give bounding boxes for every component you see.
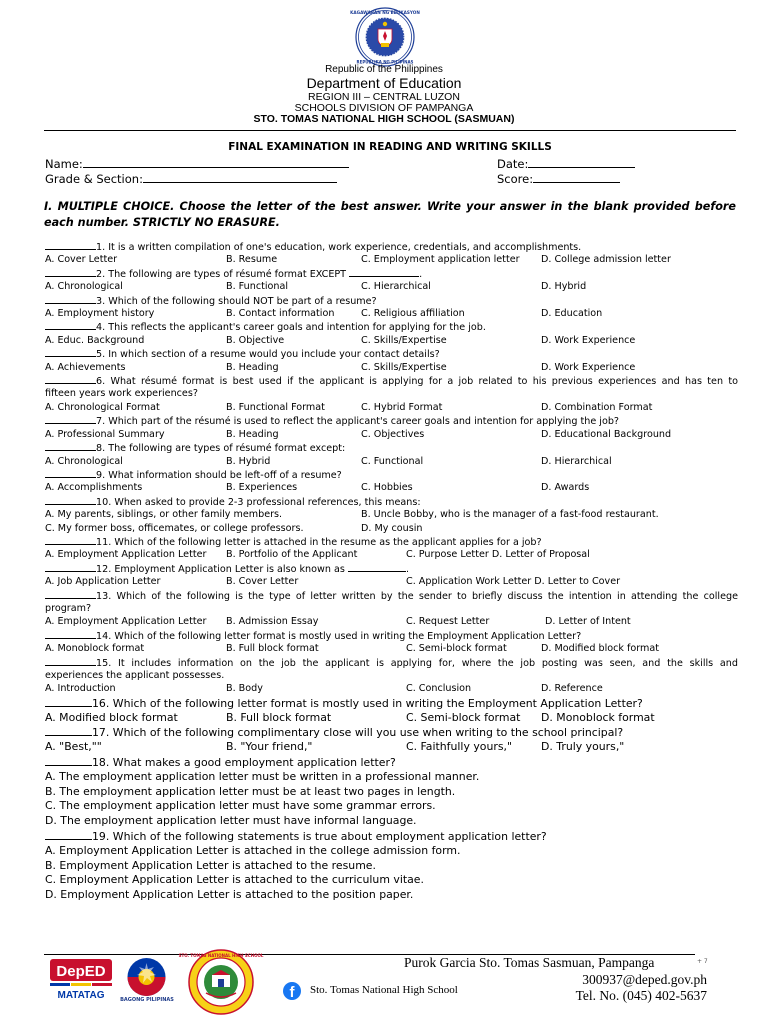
- choice[interactable]: A. Accomplishments: [45, 482, 143, 494]
- answer-blank[interactable]: [45, 829, 92, 840]
- choices-row: [45, 455, 738, 468]
- choice[interactable]: D. The employment application letter must have informal language.: [45, 814, 417, 828]
- choice[interactable]: B. Cover Letter: [226, 576, 299, 588]
- choice[interactable]: B. "Your friend,": [226, 740, 313, 754]
- answer-blank[interactable]: [45, 656, 96, 666]
- svg-text:KAGAWARAN NG EDUKASYON: KAGAWARAN NG EDUKASYON: [350, 9, 420, 15]
- choice[interactable]: A. Cover Letter: [45, 254, 118, 266]
- choice[interactable]: C. Employment application letter: [361, 254, 520, 266]
- choice[interactable]: C. Purpose Letter D. Letter of Proposal: [406, 549, 590, 561]
- answer-blank[interactable]: [45, 535, 96, 545]
- question-stem-continued: program?: [45, 602, 92, 614]
- choice[interactable]: B. Full block format: [226, 710, 332, 724]
- school-email[interactable]: 300937@deped.gov.ph: [582, 972, 707, 987]
- choice[interactable]: C. Application Work Letter D. Letter to Cover: [406, 576, 621, 588]
- choices-row: [45, 253, 738, 266]
- answer-blank[interactable]: [45, 240, 96, 250]
- choice[interactable]: A. Employment history: [45, 308, 155, 320]
- score-field[interactable]: [497, 171, 620, 186]
- choice[interactable]: A. Professional Summary: [45, 428, 165, 440]
- choice[interactable]: B. Functional Format: [226, 401, 325, 413]
- question-stem: 12. Employment Application Letter is also known as .: [45, 562, 738, 575]
- choice[interactable]: C. Request Letter: [406, 616, 490, 628]
- choice[interactable]: D. Educational Background: [541, 428, 672, 440]
- choices-row: [45, 682, 738, 695]
- choice[interactable]: C. Skills/Expertise: [361, 334, 447, 346]
- score-blank[interactable]: [533, 171, 620, 183]
- answer-blank[interactable]: [45, 589, 96, 599]
- school-telephone: Tel. No. (045) 402-5637: [575, 988, 707, 1003]
- choice[interactable]: B. Heading: [226, 428, 279, 440]
- date-label: Date:: [497, 157, 529, 171]
- choices-row: [45, 401, 738, 414]
- choice[interactable]: C. Religious affiliation: [361, 308, 465, 320]
- choice[interactable]: A. Chronological: [45, 455, 123, 467]
- question-stem: 10. When asked to provide 2-3 professional references, this means:: [45, 495, 738, 508]
- choice[interactable]: B. Heading: [226, 361, 279, 373]
- choice[interactable]: A. Chronological: [45, 281, 123, 293]
- page-marker: + 7: [697, 958, 708, 965]
- choice[interactable]: D. Hierarchical: [541, 455, 612, 467]
- facebook-page-link[interactable]: Sto. Tomas National High School: [310, 984, 458, 996]
- choice[interactable]: B. Resume: [226, 254, 278, 266]
- choices-row: [45, 280, 738, 293]
- answer-blank[interactable]: [45, 755, 92, 766]
- choices-row: [45, 428, 738, 441]
- grade-section-blank[interactable]: [143, 171, 337, 183]
- answer-blank[interactable]: [45, 696, 92, 707]
- choice[interactable]: B. Full block format: [226, 643, 319, 655]
- instructions: I. MULTIPLE CHOICE. Choose the letter of the best answer. Write your answer in the blank provided before each number. STRICTLY NO ERASURE.: [44, 200, 736, 229]
- svg-text:REPUBLIKA NG PILIPINAS: REPUBLIKA NG PILIPINAS: [356, 59, 414, 65]
- choices-row: [45, 575, 738, 588]
- question-stem: 7. Which part of the résumé is used to reflect the applicant's career goals and intention for applying the job?: [45, 414, 738, 427]
- choices-row: [45, 615, 738, 628]
- choices-row: [45, 334, 738, 347]
- answer-blank[interactable]: [45, 629, 96, 639]
- choice[interactable]: A. Job Application Letter: [45, 576, 161, 588]
- choice[interactable]: A. Introduction: [45, 683, 116, 695]
- grade-section-label: Grade & Section:: [45, 172, 143, 186]
- choices-row: [45, 642, 738, 655]
- choice[interactable]: D. Employment Application Letter is attached to the position paper.: [45, 888, 414, 902]
- choice[interactable]: A. Employment Application Letter: [45, 549, 207, 561]
- choice[interactable]: B. Portfolio of the Applicant: [226, 549, 358, 561]
- question-stem: 9. What information should be left-off of a resume?: [45, 468, 738, 481]
- fill-in-blank[interactable]: [349, 267, 419, 277]
- answer-blank[interactable]: [45, 441, 96, 451]
- question-stem: 6. What résumé format is best used if the applicant is applying for a job related to his previous experiences and has ten to: [45, 374, 738, 387]
- choices-row: [45, 548, 738, 561]
- choice[interactable]: D. Education: [541, 308, 603, 320]
- answer-blank[interactable]: [45, 468, 96, 478]
- question-stem-continued: fifteen years work experiences?: [45, 388, 198, 400]
- choice[interactable]: A. Monoblock format: [45, 643, 145, 655]
- choice[interactable]: A. "Best,"": [45, 740, 102, 754]
- choice[interactable]: C. The employment application letter must have some grammar errors.: [45, 799, 436, 813]
- question-stem: 4. This reflects the applicant's career goals and intention for applying for the job.: [45, 320, 738, 333]
- answer-blank[interactable]: [45, 267, 96, 277]
- question-stem: 13. Which of the following is the type of letter written by the sender to briefly discuss the intention in attending the college: [45, 589, 738, 602]
- question-stem: 18. What makes a good employment application letter?: [45, 755, 738, 770]
- choices-row: [45, 711, 738, 726]
- choice[interactable]: D. Truly yours,": [541, 740, 625, 754]
- choice[interactable]: B. Functional: [226, 281, 289, 293]
- choice[interactable]: D. Modified block format: [541, 643, 659, 655]
- choice[interactable]: A. Educ. Background: [45, 334, 145, 346]
- choice[interactable]: A. Modified block format: [45, 710, 178, 724]
- choice[interactable]: B. Experiences: [226, 482, 298, 494]
- name-field[interactable]: [45, 156, 349, 171]
- choice[interactable]: C. My former boss, officemates, or college professors.: [45, 522, 304, 534]
- choice[interactable]: C. Functional: [361, 455, 424, 467]
- choice[interactable]: D. Work Experience: [541, 334, 636, 346]
- choice[interactable]: C. Faithfully yours,": [406, 740, 512, 754]
- choice[interactable]: C. Conclusion: [406, 683, 472, 695]
- choice[interactable]: A. Employment Application Letter is attached in the college admission form.: [45, 843, 461, 857]
- choices-row: [45, 307, 738, 320]
- fill-in-blank[interactable]: [348, 562, 406, 572]
- choice[interactable]: B. Contact information: [226, 308, 335, 320]
- question-stem: 1. It is a written compilation of one's education, work experience, credentials, and accomplishments.: [45, 240, 738, 253]
- choice[interactable]: D. Reference: [541, 683, 603, 695]
- choice[interactable]: D. Hybrid: [541, 281, 587, 293]
- choice[interactable]: B. Employment Application Letter is attached to the resume.: [45, 858, 376, 872]
- choice[interactable]: A. The employment application letter must be written in a professional manner.: [45, 769, 480, 783]
- choice[interactable]: D. Awards: [541, 482, 590, 494]
- choice[interactable]: C. Objectives: [361, 428, 425, 440]
- choice[interactable]: C. Hobbies: [361, 482, 413, 494]
- header-divider: [44, 130, 736, 131]
- deped-matatag-logo-icon: [48, 957, 114, 1001]
- question-stem: 19. Which of the following statements is true about employment application letter?: [45, 829, 738, 844]
- answer-blank[interactable]: [45, 347, 96, 357]
- svg-text:MATATAG: MATATAG: [57, 990, 105, 1001]
- school-seal-icon: [178, 949, 264, 1015]
- choice[interactable]: B. The employment application letter must be at least two pages in length.: [45, 784, 456, 798]
- answer-blank[interactable]: [45, 294, 96, 304]
- choices-row: [45, 740, 738, 755]
- svg-text:STO. TOMAS NATIONAL HIGH SCHOO: STO. TOMAS NATIONAL HIGH SCHOOL: [178, 953, 264, 958]
- question-stem: 3. Which of the following should NOT be part of a resume?: [45, 294, 738, 307]
- facebook-icon[interactable]: f: [283, 982, 301, 1000]
- choices-row: [45, 508, 738, 521]
- choice[interactable]: A. Employment Application Letter: [45, 616, 207, 628]
- choice[interactable]: D. My cousin: [361, 522, 423, 534]
- question-list: [45, 240, 738, 903]
- choice[interactable]: C. Hybrid Format: [361, 401, 443, 413]
- choice[interactable]: B. Admission Essay: [226, 616, 319, 628]
- choice[interactable]: B. Objective: [226, 334, 285, 346]
- name-blank[interactable]: [83, 156, 349, 168]
- choice[interactable]: A. Chronological Format: [45, 401, 160, 413]
- question-stem-continued: experiences the applicant possesses.: [45, 670, 225, 681]
- school-address: Purok Garcia Sto. Tomas Sasmuan, Pampanga: [404, 955, 655, 970]
- choice[interactable]: A. Achievements: [45, 361, 126, 373]
- svg-text:DepED: DepED: [56, 963, 106, 980]
- exam-title: FINAL EXAMINATION IN READING AND WRITING SKILLS: [228, 141, 552, 153]
- question-stem: 16. Which of the following letter format is mostly used in writing the Employment Application Letter?: [45, 696, 738, 711]
- school-name: STO. TOMAS NATIONAL HIGH SCHOOL (SASMUAN): [253, 113, 515, 125]
- question-stem: 5. In which section of a resume would you include your contact details?: [45, 347, 738, 360]
- answer-blank[interactable]: [45, 320, 96, 330]
- division-line: SCHOOLS DIVISION OF PAMPANGA: [294, 102, 474, 114]
- region-line: REGION III – CENTRAL LUZON: [308, 91, 460, 103]
- choices-row: [45, 522, 738, 535]
- choice[interactable]: D. Monoblock format: [541, 710, 655, 724]
- choice[interactable]: A. My parents, siblings, or other family members.: [45, 509, 283, 521]
- answer-blank[interactable]: [45, 414, 96, 424]
- question-stem: 15. It includes information on the job the applicant is applying for, where the job posting was seen, and the skills and: [45, 656, 738, 669]
- choice[interactable]: C. Hierarchical: [361, 281, 431, 293]
- date-field[interactable]: [497, 156, 635, 171]
- choice[interactable]: C. Employment Application Letter is attached to the curriculum vitae.: [45, 873, 424, 887]
- score-label: Score:: [497, 172, 534, 186]
- grade-section-field[interactable]: [45, 171, 337, 186]
- department-name: Department of Education: [306, 75, 462, 91]
- deped-seal-icon: [350, 7, 420, 67]
- answer-blank[interactable]: [45, 562, 96, 572]
- choice[interactable]: C. Semi-block format: [406, 710, 521, 724]
- choice[interactable]: D. Letter of Intent: [545, 616, 631, 628]
- choice[interactable]: B. Uncle Bobby, who is the manager of a fast-food restaurant.: [361, 509, 659, 521]
- question-stem: 11. Which of the following letter is attached in the resume as the applicant applies for a job?: [45, 535, 738, 548]
- question-stem: 8. The following are types of résumé format except:: [45, 441, 738, 454]
- answer-blank[interactable]: [45, 374, 96, 384]
- question-stem: 17. Which of the following complimentary close will you use when writing to the school principal?: [45, 725, 738, 740]
- question-stem: 14. Which of the following letter format is mostly used in writing the Employment Application Letter?: [45, 629, 738, 642]
- choice[interactable]: D. College admission letter: [541, 254, 671, 266]
- question-stem: 2. The following are types of résumé format EXCEPT .: [45, 267, 738, 280]
- choice[interactable]: C. Skills/Expertise: [361, 361, 447, 373]
- choice[interactable]: C. Semi-block format: [406, 643, 507, 655]
- name-label: Name:: [45, 157, 83, 171]
- republic-line: Republic of the Philippines: [325, 64, 443, 75]
- choices-row: [45, 481, 738, 494]
- choice[interactable]: B. Hybrid: [226, 455, 271, 467]
- choices-row: [45, 361, 738, 374]
- choice[interactable]: D. Work Experience: [541, 361, 636, 373]
- answer-blank[interactable]: [45, 495, 96, 505]
- date-blank[interactable]: [528, 156, 635, 168]
- choice[interactable]: B. Body: [226, 683, 263, 695]
- choice[interactable]: D. Combination Format: [541, 401, 653, 413]
- answer-blank[interactable]: [45, 725, 92, 736]
- bagong-pilipinas-caption: BAGONG PILIPINAS: [120, 997, 174, 1003]
